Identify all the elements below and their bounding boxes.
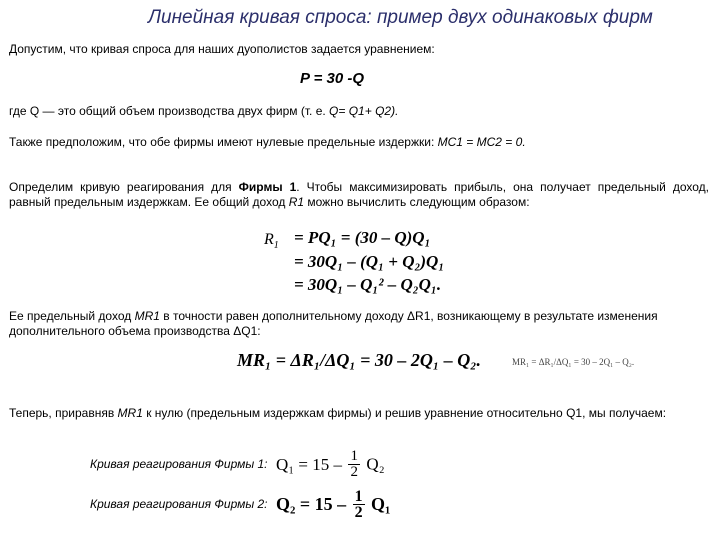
now-part2: к нулю (предельным издержкам фирмы) и решив уравнение относительно Q1, мы получаем: <box>142 406 667 420</box>
reaction-part3: можно вычислить следующим образом: <box>304 195 530 209</box>
mc-formula: MC1 = MC2 = 0. <box>437 135 526 149</box>
intro-text: Допустим, что кривая спроса для наших дуополистов задается уравнением: <box>9 42 435 56</box>
slide-title: Линейная кривая спроса: пример двух одинаковых фирм <box>148 7 653 28</box>
r1-symbol: R1 <box>288 195 305 209</box>
reaction-curve-1-label: Кривая реагирования Фирмы 1: <box>90 457 268 471</box>
mc-text-body: Также предположим, что обе фирмы имеют нулевые предельные издержки: <box>9 135 438 149</box>
fraction-1-numerator: 1 <box>350 448 358 464</box>
revenue-lhs <box>264 231 279 251</box>
reaction-curve-2 <box>90 489 390 520</box>
now-paragraph <box>9 406 709 421</box>
mr-equation: MR₁ = ΔR₁/ΔQ₁ = 30 – 2Q₁ – Q₂. <box>237 350 481 370</box>
revenue-line-3: = 30Q₁ – Q₁² – Q₂Q₁. <box>294 275 442 294</box>
reaction-curve-2-rhs: Q₁ <box>371 494 391 514</box>
mc-text <box>9 135 709 150</box>
reaction-curve-1-lhs: Q₁ = 15 – <box>275 454 343 474</box>
mr-paragraph <box>9 309 709 339</box>
fraction-2-numerator: 1 <box>354 488 363 505</box>
reaction-curve-2-lhs: Q₂ = 15 – <box>275 494 347 514</box>
now-part1: Теперь, приравняв <box>9 406 118 420</box>
mr-equation-small: MR₁ = ΔR₁/ΔQ₁ = 30 – 2Q₁ – Q₂. <box>512 357 635 367</box>
reaction-curve-2-label: Кривая реагирования Фирмы 2: <box>90 497 268 511</box>
mr-part1: Ее предельный доход <box>9 309 135 323</box>
reaction-part1: Определим кривую реагирования для <box>9 180 239 194</box>
fraction-2-denominator: 2 <box>354 504 363 521</box>
reaction-curve-1-rhs: Q₂ <box>366 454 385 474</box>
q-definition-formula: Q= Q1+ Q2). <box>329 104 399 118</box>
reaction-curve-1-fraction <box>348 449 360 480</box>
fraction-1-denominator: 2 <box>350 464 358 480</box>
reaction-curve-2-fraction <box>353 489 365 520</box>
reaction-paragraph <box>9 180 709 210</box>
reaction-curve-1 <box>90 449 385 480</box>
q-definition-text: где Q — это общий объем производства двух фирм (т. е. <box>9 104 330 118</box>
reaction-part2: . Чтобы максимизировать прибыль, она получает предельный доход, равный предельным издержкам. Ее общий доход <box>9 180 709 209</box>
revenue-lhs-symbol: R <box>264 231 274 248</box>
q-definition <box>9 104 709 119</box>
revenue-line-1: = PQ₁ = (30 – Q)Q₁ <box>294 228 431 247</box>
firm1-bold: Фирмы 1 <box>238 180 297 194</box>
mr-part2: в точности равен дополнительному доходу ΔR1, возникающему в результате изменения дополнительного объема производства ΔQ1: <box>9 309 658 338</box>
demand-equation: P = 30 -Q <box>300 70 365 87</box>
now-mr1: MR1 <box>117 406 143 420</box>
mr1-symbol: MR1 <box>134 309 160 323</box>
revenue-lhs-sub: 1 <box>273 240 279 252</box>
revenue-line-2: = 30Q₁ – (Q₁ + Q₂)Q₁ <box>294 252 445 271</box>
